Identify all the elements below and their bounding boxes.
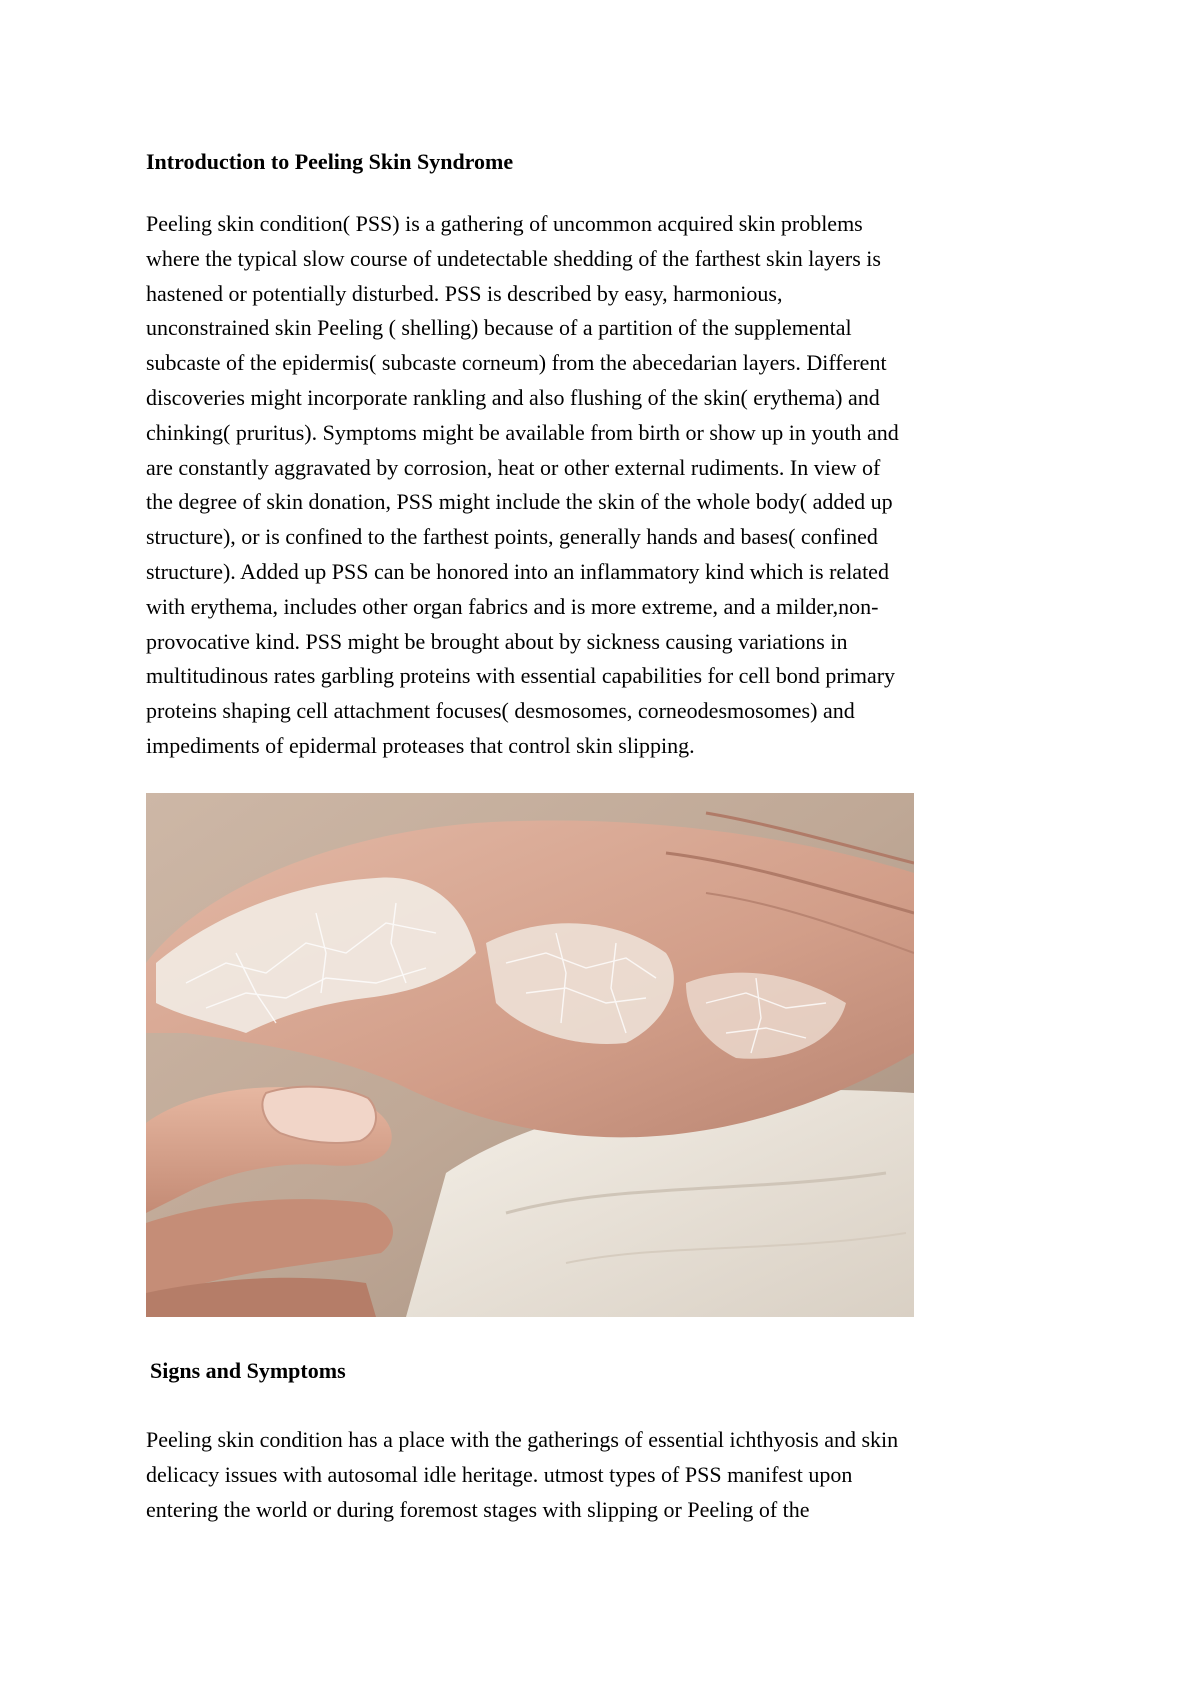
paragraph-line: hastened or potentially disturbed. PSS is described by easy, harmonious, xyxy=(146,280,783,306)
paragraph-line: Peeling skin condition has a place with the gatherings of essential ichthyosis and skin xyxy=(146,1427,899,1452)
paragraph-line: the degree of skin donation, PSS might include the skin of the whole body( added up xyxy=(146,489,893,515)
peeling-foot-photo xyxy=(146,793,914,1317)
paragraph-line: structure). Added up PSS can be honored into an inflammatory kind which is related xyxy=(146,558,889,584)
paragraph-line: entering the world or during foremost stages with slipping or Peeling of the xyxy=(146,1496,810,1522)
paragraph-line: structure), or is confined to the farthest points, generally hands and bases( confined xyxy=(146,524,878,550)
paragraph-line: with erythema, includes other organ fabrics and is more extreme, and a milder,non- xyxy=(146,593,879,619)
paragraph-line: proteins shaping cell attachment focuses( desmosomes, corneodesmosomes) and xyxy=(146,698,855,724)
paragraph-line: impediments of epidermal proteases that control skin slipping. xyxy=(146,732,695,758)
paragraph-line: discoveries might incorporate rankling and also flushing of the skin( erythema) and xyxy=(146,384,880,410)
paragraph-line: unconstrained skin Peeling ( shelling) because of a partition of the supplemental xyxy=(146,315,852,341)
paragraph-line: are constantly aggravated by corrosion, heat or other external rudiments. In view of xyxy=(146,454,881,480)
paragraph-line: chinking( pruritus). Symptoms might be available from birth or show up in youth and xyxy=(146,419,899,445)
paragraph-line: delicacy issues with autosomal idle heritage. utmost types of PSS manifest upon xyxy=(146,1461,853,1487)
paragraph-line: subcaste of the epidermis( subcaste corneum) from the abecedarian layers. Different xyxy=(146,350,887,376)
signs-heading: Signs and Symptoms xyxy=(150,1358,346,1383)
intro-heading: Introduction to Peeling Skin Syndrome xyxy=(146,149,514,174)
paragraph-line: multitudinous rates garbling proteins with essential capabilities for cell bond primary xyxy=(146,663,896,689)
paragraph-line: provocative kind. PSS might be brought about by sickness causing variations in xyxy=(146,628,848,654)
paragraph-line: where the typical slow course of undetectable shedding of the farthest skin layers is xyxy=(146,245,881,271)
paragraph-line: Peeling skin condition( PSS) is a gathering of uncommon acquired skin problems xyxy=(146,211,863,236)
intro-paragraph xyxy=(146,207,1076,764)
peeling-foot-illustration xyxy=(146,793,914,1317)
signs-paragraph xyxy=(146,1423,1076,1527)
